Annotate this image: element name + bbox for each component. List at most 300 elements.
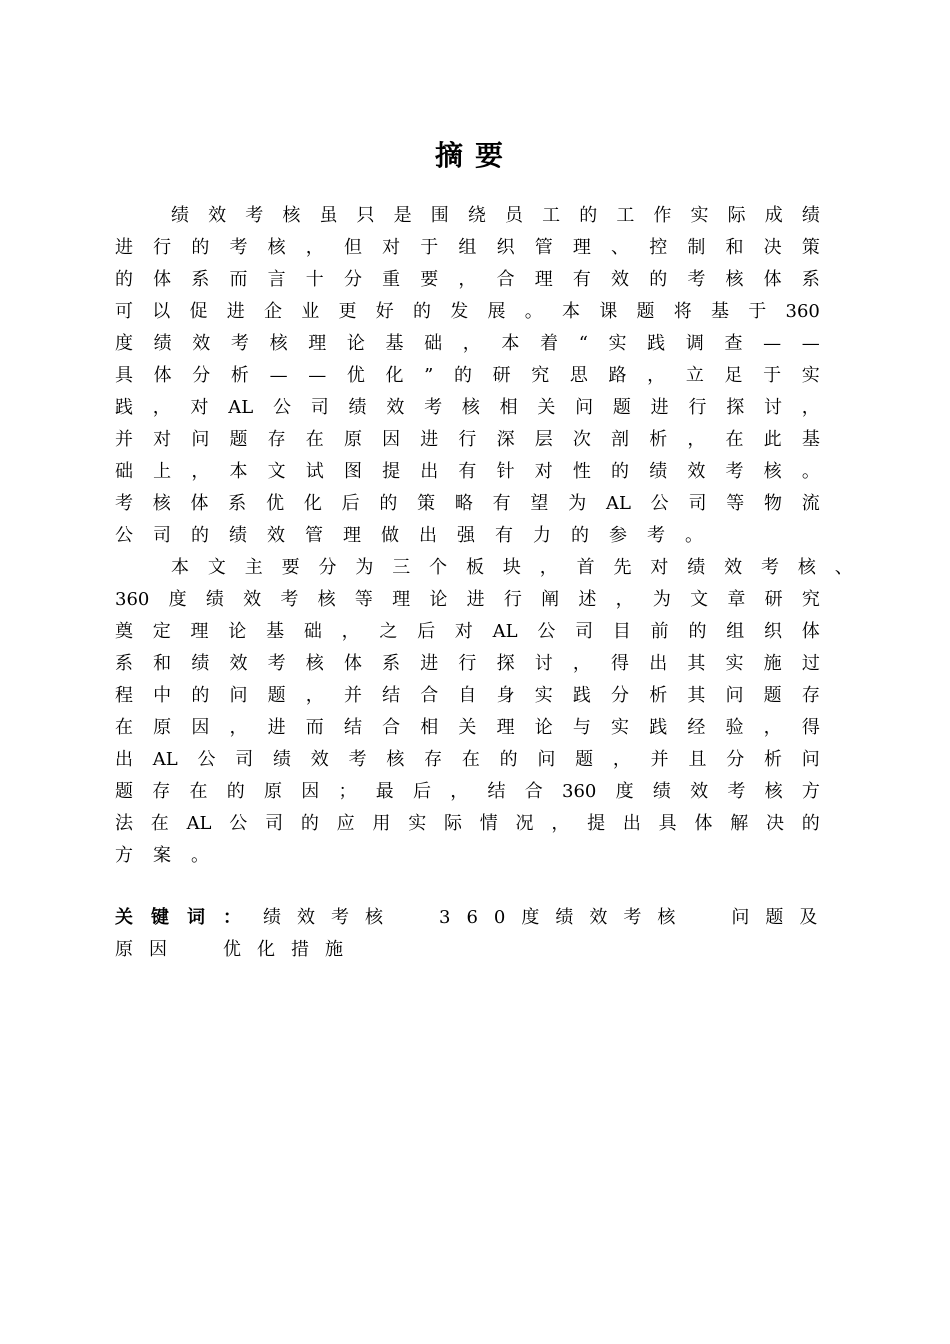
text-glyph: 上 [153, 461, 172, 482]
text-glyph: 层 [534, 429, 553, 450]
text-glyph: 践 [649, 717, 668, 738]
text-glyph: 对 [190, 397, 209, 418]
text-glyph: 优 [266, 493, 285, 514]
text-glyph: 公 [273, 397, 292, 418]
text-glyph: 自 [458, 685, 477, 706]
text-glyph: 验 [725, 717, 744, 738]
text-glyph: 理 [496, 717, 515, 738]
text-glyph: 。 [801, 461, 820, 482]
text-glyph: 其 [687, 685, 706, 706]
text-glyph: 过 [801, 653, 820, 674]
text-glyph: 体 [190, 493, 209, 514]
text-glyph: 性 [572, 461, 591, 482]
text-glyph: 度 [168, 589, 187, 610]
text-glyph: 情 [479, 813, 498, 834]
text-glyph: 决 [766, 813, 785, 834]
text-glyph: 核 [763, 461, 782, 482]
text-line [115, 648, 820, 680]
text-glyph: 虽 [319, 205, 338, 226]
text-glyph: 查 [724, 333, 743, 354]
text-glyph: 进 [115, 237, 133, 258]
text-glyph: 题 [636, 301, 655, 322]
text-glyph: 成 [764, 205, 783, 226]
text-glyph: 问 [801, 749, 820, 770]
text-glyph: 得 [801, 717, 820, 738]
text-glyph: 思 [569, 365, 588, 386]
keywords-label: 关键词： [115, 907, 259, 928]
text-glyph: 因 [191, 717, 210, 738]
text-glyph: ， [687, 429, 706, 450]
text-glyph: 行 [503, 589, 522, 610]
text-glyph: 将 [673, 301, 692, 322]
text-glyph: 前 [650, 621, 669, 642]
text-glyph: 实 [801, 365, 820, 386]
text-glyph: 探 [496, 653, 515, 674]
text-glyph: 体 [801, 621, 820, 642]
text-glyph: 实 [534, 685, 553, 706]
text-glyph: 的 [115, 269, 133, 290]
text-line [115, 616, 820, 648]
text-glyph: 系 [801, 269, 820, 290]
text-glyph: 物 [763, 493, 782, 514]
text-glyph: 的 [801, 813, 820, 834]
text-glyph: 效 [386, 397, 405, 418]
text-glyph: 做 [381, 525, 399, 546]
text-glyph: 出 [419, 525, 437, 546]
text-line [115, 520, 820, 552]
text-glyph: ， [615, 589, 634, 610]
text-glyph: 次 [572, 429, 591, 450]
text-glyph: 问 [575, 397, 594, 418]
text-glyph: 出 [622, 813, 641, 834]
text-glyph: 效 [229, 653, 248, 674]
text-glyph: 探 [726, 397, 745, 418]
text-glyph: 核 [725, 269, 744, 290]
text-glyph: 合 [524, 781, 543, 802]
text-glyph: 存 [424, 749, 443, 770]
text-glyph: 绩 [171, 205, 189, 226]
text-glyph: 身 [496, 685, 515, 706]
text-glyph: 后 [413, 781, 431, 802]
text-line [115, 712, 820, 744]
text-glyph: 核 [797, 557, 816, 578]
text-glyph: 体 [343, 653, 362, 674]
text-glyph: 法 [115, 813, 133, 834]
text-glyph: 并 [343, 685, 362, 706]
text-glyph: 题 [575, 749, 594, 770]
text-glyph: 但 [343, 237, 362, 258]
text-glyph: 分 [192, 365, 211, 386]
text-glyph: 为 [652, 589, 671, 610]
text-glyph: 对 [650, 557, 669, 578]
text-glyph: 关 [537, 397, 556, 418]
text-glyph: 更 [338, 301, 357, 322]
text-glyph: 核 [461, 397, 480, 418]
text-glyph: 考 [687, 269, 706, 290]
text-glyph: 进 [420, 429, 439, 450]
text-glyph: 而 [305, 717, 324, 738]
text-glyph: 基 [801, 429, 820, 450]
text-glyph: 方 [115, 845, 133, 866]
text-glyph: 行 [153, 237, 172, 258]
text-glyph: ， [572, 653, 591, 674]
text-glyph: 的 [579, 205, 598, 226]
text-glyph: 、 [834, 557, 853, 578]
text-glyph: 论 [534, 717, 553, 738]
text-glyph: 中 [153, 685, 172, 706]
text-glyph: 之 [379, 621, 398, 642]
text-glyph: 在 [725, 429, 744, 450]
text-glyph: 题 [267, 685, 286, 706]
text-glyph: 题 [115, 781, 133, 802]
text-glyph: 控 [649, 237, 668, 258]
text-glyph: 原 [153, 717, 172, 738]
text-glyph: 为 [568, 493, 587, 514]
text-glyph: 体 [153, 269, 172, 290]
text-glyph: 望 [530, 493, 549, 514]
text-line [115, 360, 820, 392]
text-glyph: 理 [392, 589, 411, 610]
text-glyph: 绩 [348, 397, 367, 418]
text-glyph: 实 [611, 717, 630, 738]
keyword-item: 绩效考核 [263, 907, 399, 928]
text-glyph: 可 [115, 301, 133, 322]
text-glyph: ， [152, 397, 171, 418]
text-line [115, 296, 820, 328]
text-glyph: ； [338, 781, 357, 802]
text-glyph: 此 [763, 429, 782, 450]
text-glyph: 剖 [611, 429, 630, 450]
text-glyph: 核 [386, 749, 405, 770]
text-glyph: 奠 [115, 621, 133, 642]
text-glyph: 司 [153, 525, 171, 546]
text-glyph: AL [492, 621, 518, 642]
text-glyph: 工 [616, 205, 635, 226]
text-glyph: 司 [310, 397, 329, 418]
text-glyph: 组 [726, 621, 745, 642]
text-glyph: 效 [243, 589, 262, 610]
text-glyph: 针 [496, 461, 515, 482]
text-line [115, 488, 820, 520]
text-glyph: 块 [502, 557, 521, 578]
text-glyph: 述 [578, 589, 597, 610]
text-glyph: — [269, 365, 288, 386]
text-glyph: 提 [382, 461, 401, 482]
text-glyph: 研 [764, 589, 783, 610]
text-glyph: 和 [725, 237, 744, 258]
text-glyph: 员 [504, 205, 523, 226]
text-glyph: AL [605, 493, 631, 514]
text-glyph: 对 [382, 237, 401, 258]
text-glyph: 分 [611, 685, 630, 706]
text-glyph: 分 [343, 269, 362, 290]
text-glyph: 有 [492, 493, 511, 514]
text-glyph: 考 [245, 205, 264, 226]
text-glyph: 问 [537, 749, 556, 770]
text-glyph: 度 [115, 333, 133, 354]
text-glyph: 度 [615, 781, 634, 802]
text-glyph: 360 [785, 301, 820, 322]
text-glyph: 对 [454, 621, 473, 642]
text-glyph: 文 [690, 589, 709, 610]
text-line [115, 392, 820, 424]
text-glyph: ， [305, 237, 324, 258]
text-glyph: 于 [763, 365, 782, 386]
text-glyph: 而 [229, 269, 248, 290]
text-glyph: 理 [343, 525, 361, 546]
text-glyph: ， [458, 269, 477, 290]
text-glyph: 化 [385, 365, 404, 386]
text-glyph: 于 [420, 237, 439, 258]
text-glyph: 围 [430, 205, 449, 226]
text-glyph: 考 [280, 589, 299, 610]
text-glyph: 本 [562, 301, 580, 322]
text-glyph: 考 [267, 653, 286, 674]
text-glyph: 等 [726, 493, 745, 514]
text-glyph: 章 [727, 589, 746, 610]
text-glyph: 策 [417, 493, 436, 514]
text-glyph: ， [801, 397, 820, 418]
text-glyph: 并 [650, 749, 669, 770]
text-line [115, 456, 820, 488]
text-glyph: 调 [685, 333, 704, 354]
text-glyph: 后 [341, 493, 360, 514]
text-glyph: 展 [487, 301, 506, 322]
text-glyph: 况 [515, 813, 534, 834]
text-glyph: 最 [375, 781, 394, 802]
text-glyph: 在 [115, 717, 133, 738]
text-glyph: 际 [443, 813, 462, 834]
text-glyph: 方 [801, 781, 820, 802]
text-glyph: 公 [537, 621, 556, 642]
text-glyph: 系 [382, 653, 401, 674]
text-glyph: ， [341, 621, 360, 642]
text-glyph: 系 [228, 493, 247, 514]
text-glyph: 得 [611, 653, 630, 674]
text-glyph: 合 [420, 685, 439, 706]
text-glyph: 司 [575, 621, 594, 642]
text-glyph: 核 [269, 333, 288, 354]
text-glyph: 、 [611, 237, 630, 258]
text-glyph: 存 [267, 429, 286, 450]
text-glyph: 考 [725, 461, 744, 482]
text-glyph: 立 [685, 365, 704, 386]
text-glyph: 结 [487, 781, 506, 802]
text-glyph: 的 [191, 237, 210, 258]
text-glyph: 效 [267, 525, 285, 546]
text-glyph: 讨 [763, 397, 782, 418]
text-glyph: 的 [226, 781, 245, 802]
text-glyph: 效 [310, 749, 329, 770]
text-glyph: 题 [229, 429, 248, 450]
text-glyph: 核 [764, 781, 783, 802]
text-glyph: 工 [542, 205, 561, 226]
text-glyph: 先 [613, 557, 632, 578]
text-glyph: 要 [281, 557, 300, 578]
keyword-item: 原因 [115, 939, 183, 960]
text-glyph: 考 [761, 557, 779, 578]
text-glyph: 绩 [687, 557, 706, 578]
text-glyph: 的 [413, 301, 431, 322]
text-glyph: 有 [495, 525, 513, 546]
text-glyph: 织 [763, 621, 782, 642]
text-glyph: 问 [725, 685, 744, 706]
text-glyph: 的 [499, 749, 518, 770]
text-glyph: 有 [458, 461, 477, 482]
text-glyph: 析 [649, 685, 668, 706]
text-glyph: 织 [496, 237, 515, 258]
text-glyph: 板 [466, 557, 484, 578]
text-glyph: 结 [343, 717, 362, 738]
text-glyph: 行 [458, 653, 477, 674]
text-glyph: 好 [375, 301, 394, 322]
text-glyph: 略 [454, 493, 473, 514]
text-glyph: 论 [346, 333, 365, 354]
text-glyph: 。 [685, 525, 703, 546]
keyword-item: 优化措施 [223, 939, 359, 960]
text-glyph: 出 [420, 461, 439, 482]
text-glyph: 的 [571, 525, 589, 546]
text-glyph: AL [228, 397, 254, 418]
text-glyph: 考 [647, 525, 665, 546]
text-glyph: 作 [653, 205, 672, 226]
text-glyph: 践 [572, 685, 591, 706]
text-glyph: ， [229, 717, 248, 738]
text-glyph: 结 [382, 685, 401, 706]
text-glyph: 核 [305, 653, 324, 674]
text-glyph: 的 [191, 525, 209, 546]
text-glyph: 提 [587, 813, 606, 834]
text-glyph: 的 [191, 685, 210, 706]
text-glyph: 相 [499, 397, 518, 418]
text-line [115, 264, 820, 296]
text-glyph: 力 [533, 525, 551, 546]
text-line [115, 808, 820, 840]
text-glyph: 理 [572, 237, 591, 258]
text-glyph: 程 [115, 685, 133, 706]
text-glyph: 三 [392, 557, 411, 578]
text-glyph: 的 [453, 365, 472, 386]
text-glyph: 体 [763, 269, 782, 290]
text-glyph: 图 [343, 461, 362, 482]
text-glyph: ， [551, 813, 570, 834]
text-glyph: 进 [420, 653, 439, 674]
text-glyph: 存 [801, 685, 820, 706]
text-glyph: 参 [609, 525, 627, 546]
text-glyph: 管 [305, 525, 323, 546]
text-glyph: 重 [382, 269, 401, 290]
text-glyph: 绩 [205, 589, 224, 610]
text-glyph: 析 [649, 429, 668, 450]
text-glyph: 组 [458, 237, 477, 258]
text-glyph: 后 [417, 621, 436, 642]
text-glyph: 核 [152, 493, 171, 514]
text-line [115, 680, 820, 712]
text-glyph: 合 [382, 717, 401, 738]
text-glyph: 个 [429, 557, 448, 578]
text-glyph: 并 [115, 429, 133, 450]
text-glyph: 进 [226, 301, 245, 322]
text-glyph: 等 [354, 589, 373, 610]
text-glyph: ， [462, 333, 481, 354]
text-glyph: 考 [727, 781, 746, 802]
text-glyph: ， [305, 685, 324, 706]
text-glyph: 对 [534, 461, 553, 482]
page-title: 摘要 [434, 139, 515, 172]
text-glyph: 因 [382, 429, 401, 450]
text-glyph: 要 [420, 269, 439, 290]
text-glyph: 绩 [273, 749, 292, 770]
text-glyph: 定 [152, 621, 171, 642]
text-glyph: 企 [264, 301, 282, 322]
text-glyph: 和 [153, 653, 172, 674]
text-glyph: 课 [599, 301, 618, 322]
text-glyph: 究 [801, 589, 820, 610]
text-glyph: 施 [763, 653, 782, 674]
text-glyph: 促 [189, 301, 208, 322]
text-glyph: 的 [300, 813, 319, 834]
text-glyph: 优 [346, 365, 365, 386]
text-glyph: 系 [191, 269, 210, 290]
text-glyph: 策 [801, 237, 820, 258]
text-glyph: 效 [611, 269, 630, 290]
text-glyph: 理 [190, 621, 209, 642]
text-glyph: 实 [690, 205, 709, 226]
text-glyph: 解 [730, 813, 749, 834]
text-glyph: 绩 [153, 333, 172, 354]
text-glyph: 分 [318, 557, 337, 578]
text-glyph: 出 [115, 749, 133, 770]
text-glyph: 制 [687, 237, 706, 258]
text-glyph: ， [647, 365, 666, 386]
text-glyph: 因 [301, 781, 320, 802]
text-glyph: 足 [724, 365, 743, 386]
text-glyph: 应 [336, 813, 355, 834]
text-glyph: 效 [208, 205, 227, 226]
text-glyph: 用 [372, 813, 391, 834]
text-glyph: 考 [424, 397, 443, 418]
text-glyph: 司 [688, 493, 707, 514]
text-glyph: 原 [343, 429, 362, 450]
text-glyph: 试 [305, 461, 324, 482]
text-glyph: 题 [612, 397, 631, 418]
text-glyph: 的 [649, 269, 668, 290]
text-glyph: 础 [115, 461, 133, 482]
text-line [115, 840, 820, 872]
text-glyph: 系 [115, 653, 133, 674]
text-glyph: 公 [229, 813, 248, 834]
text-glyph: 考 [230, 333, 249, 354]
text-line [115, 424, 820, 456]
text-glyph: 。 [524, 301, 543, 322]
text-glyph: 核 [267, 237, 286, 258]
text-glyph: 绩 [801, 205, 820, 226]
text-glyph: 主 [244, 557, 263, 578]
text-glyph: ， [191, 461, 210, 482]
text-glyph: 问 [229, 685, 248, 706]
text-glyph: 业 [301, 301, 320, 322]
text-glyph: — [308, 365, 327, 386]
text-glyph: ” [424, 365, 434, 386]
text-glyph: 实 [608, 333, 627, 354]
text-glyph: 相 [420, 717, 439, 738]
text-glyph: AL [152, 749, 178, 770]
text-line [115, 776, 820, 808]
text-glyph: 目 [612, 621, 631, 642]
text-glyph: 考 [348, 749, 367, 770]
text-glyph: 深 [496, 429, 515, 450]
text-glyph: 考 [229, 237, 248, 258]
